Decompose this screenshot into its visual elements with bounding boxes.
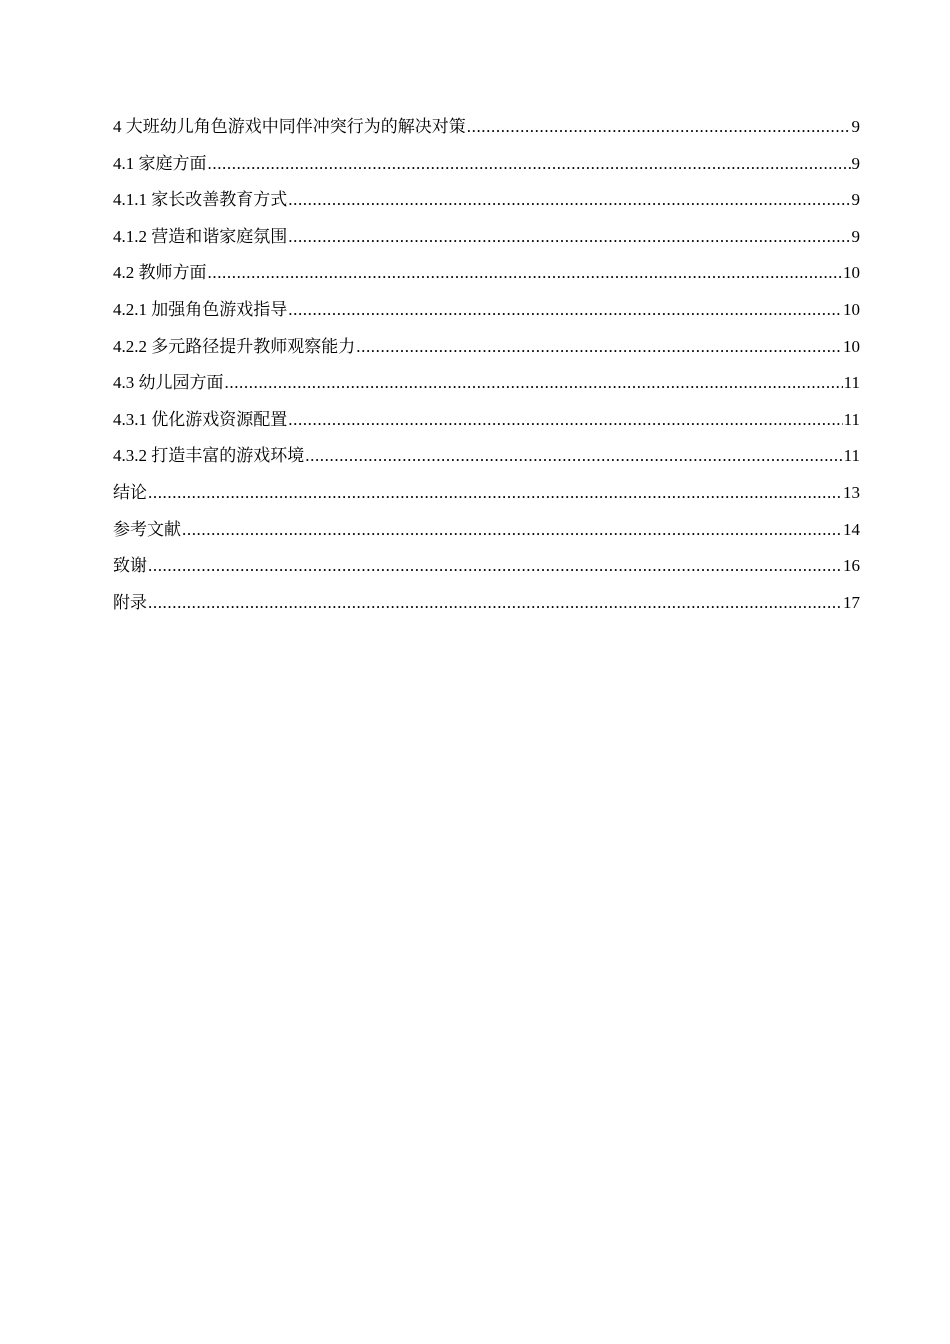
toc-entry-page: 14: [843, 519, 860, 539]
toc-entry-title: 结论: [113, 482, 147, 502]
toc-entry-title: 4.1.2 营造和谐家庭氛围: [113, 226, 288, 246]
toc-entry-4[interactable]: [113, 115, 860, 152]
toc-entry-4-2-1[interactable]: [113, 298, 860, 335]
toc-entry-page: 16: [843, 556, 860, 576]
toc-entry-title: 4 大班幼儿角色游戏中同伴冲突行为的解决对策: [113, 117, 466, 136]
toc-entry-title: 4.3 幼儿园方面: [113, 373, 224, 393]
toc-dot-leader: [288, 188, 850, 212]
toc-dot-leader: [208, 152, 851, 176]
toc-entry-page: 13: [843, 482, 860, 502]
toc-entry-page: 11: [843, 446, 860, 466]
toc-entry-page: 10: [843, 336, 860, 356]
toc-entry-page: 9: [851, 153, 860, 173]
toc-entry-4-2[interactable]: [113, 261, 860, 298]
toc-entry-page: 11: [843, 409, 860, 429]
toc-entry-page: 9: [851, 190, 860, 210]
toc-entry-title: 附录: [113, 592, 147, 612]
toc-entry-title: 参考文献: [113, 519, 181, 539]
toc-entry-4-1-1[interactable]: [113, 188, 860, 225]
toc-entry-title: 4.3.1 优化游戏资源配置: [113, 409, 288, 429]
toc-entry-page: 9: [851, 226, 860, 246]
toc-entry-title: 4.2.2 多元路径提升教师观察能力: [113, 336, 356, 356]
toc-entry-title: 4.2 教师方面: [113, 263, 207, 283]
toc-entry-page: 10: [843, 299, 860, 319]
toc-entry-appendix[interactable]: [113, 591, 860, 628]
toc-entry-references[interactable]: [113, 518, 860, 555]
toc-dot-leader: [288, 298, 842, 322]
toc-entry-title: 4.1 家庭方面: [113, 153, 207, 173]
toc-entry-4-3-1[interactable]: [113, 408, 860, 445]
toc-entry-acknowledgements[interactable]: [113, 554, 860, 591]
toc-dot-leader: [225, 371, 843, 395]
toc-dot-leader: [148, 591, 842, 615]
toc-dot-leader: [356, 335, 842, 359]
toc-entry-page: 11: [843, 373, 860, 393]
table-of-contents: [113, 115, 860, 627]
toc-dot-leader: [148, 481, 842, 505]
toc-entry-title: 致谢: [113, 556, 147, 576]
toc-entry-page: 17: [843, 592, 860, 612]
toc-entry-title: 4.1.1 家长改善教育方式: [113, 190, 288, 210]
toc-entry-4-3[interactable]: [113, 371, 860, 408]
toc-dot-leader: [305, 444, 842, 468]
toc-dot-leader: [208, 261, 843, 285]
toc-entry-conclusion[interactable]: [113, 481, 860, 518]
toc-dot-leader: [148, 554, 842, 578]
toc-dot-leader: [288, 408, 842, 432]
toc-entry-4-1[interactable]: [113, 152, 860, 189]
toc-entry-4-3-2[interactable]: [113, 444, 860, 481]
toc-entry-4-2-2[interactable]: [113, 335, 860, 372]
toc-dot-leader: [288, 225, 850, 249]
toc-dot-leader: [467, 115, 851, 139]
toc-entry-title: 4.3.2 打造丰富的游戏环境: [113, 446, 305, 466]
toc-dot-leader: [182, 518, 842, 542]
toc-entry-page: 9: [851, 117, 860, 136]
toc-entry-4-1-2[interactable]: [113, 225, 860, 262]
toc-entry-page: 10: [843, 263, 860, 283]
toc-entry-title: 4.2.1 加强角色游戏指导: [113, 299, 288, 319]
